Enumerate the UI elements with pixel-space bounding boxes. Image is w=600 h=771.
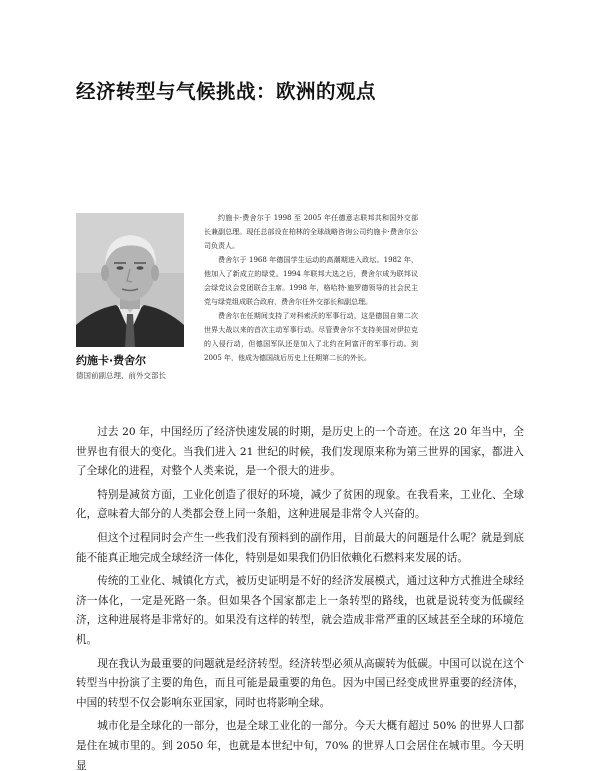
body-paragraph: 传统的工业化、城镇化方式，被历史证明是不好的经济发展模式，通过这种方式推进全球经济一体化，一定是死路一条。但如果各个国家都走上一条转型的路线，也就是说转变为低碳经济，这种进展将是非常好的。如果没有这样的转型，就会造成非常严重的区域甚至全球的环境危机。 [76,575,524,646]
page-title: 经济转型与气候挑战：欧洲的观点 [76,80,377,103]
body-text [76,423,524,771]
body-paragraph: 但这个过程同时会产生一些我们没有预料到的副作用，目前最大的问题是什么呢？就是到底能不能真正地完成全球经济一体化，特别是如果我们仍旧依赖化石燃料来发展的话。 [76,531,524,564]
bio-paragraph: 费舍尔在任期间支持了对科索沃的军事行动，这是德国自第二次世界大战以来的首次主动军事行动。尽管费舍尔不支持美国对伊拉克的入侵行动，但德国军队还是加入了北约在阿富汗的军事行动。到 2005 年，他成为德国战后历史上任期第二长的外长。 [204,312,418,362]
portrait-icon [76,213,184,347]
person-role: 德国前副总理、前外交部长 [76,371,166,380]
body-paragraph: 城市化是全球化的一部分，也是全球工业化的一部分。今天大概有超过 50% 的世界人口都是住在城市里的。到 2050 年，也就是本世纪中旬，70% 的世界人口会居住在城市里。今天明显 [76,720,524,771]
bio-paragraph: 约施卡·费舍尔于 1998 至 2005 年任德意志联邦共和国外交部长兼副总理。现任总部设在柏林的全球战略咨询公司约施卡·费舍尔公司负责人。 [204,214,418,250]
bio-column [204,211,418,365]
body-paragraph: 特别是减贫方面，工业化创造了很好的环境，减少了贫困的现象。在我看来，工业化、全球化，意味着大部分的人类都会登上同一条船，这种进展是非常令人兴奋的。 [76,488,524,521]
bio-paragraph: 费舍尔于 1968 年德国学生运动的高潮期进入政坛。1982 年，他加入了新成立的绿党。1994 年联邦大选之后，费舍尔成为联邦议会绿党议会党团联合主席。1998 年，格哈特·施罗德领导的社会民主党与绿党组成联合政府，费舍尔任外交部长和副总理。 [204,256,418,306]
body-paragraph: 过去 20 年，中国经历了经济快速发展的时期，是历史上的一个奇迹。在这 20 年当中，全世界也有很大的变化。当我们进入 21 世纪的时候，我们发现原来称为第三世界的国家，都进入了全球化的进程，对整个人类来说，是一个很大的进步。 [76,426,524,478]
body-paragraph: 现在我认为最重要的问题就是经济转型。经济转型必须从高碳转为低碳。中国可以说在这个转型当中扮演了主要的角色，而且可能是最重要的角色。因为中国已经变成世界重要的经济体，中国的转型不仅会影响东亚国家，同时也将影响全球。 [76,657,524,709]
portrait-photo [76,213,184,347]
person-name: 约施卡·费舍尔 [76,354,147,367]
